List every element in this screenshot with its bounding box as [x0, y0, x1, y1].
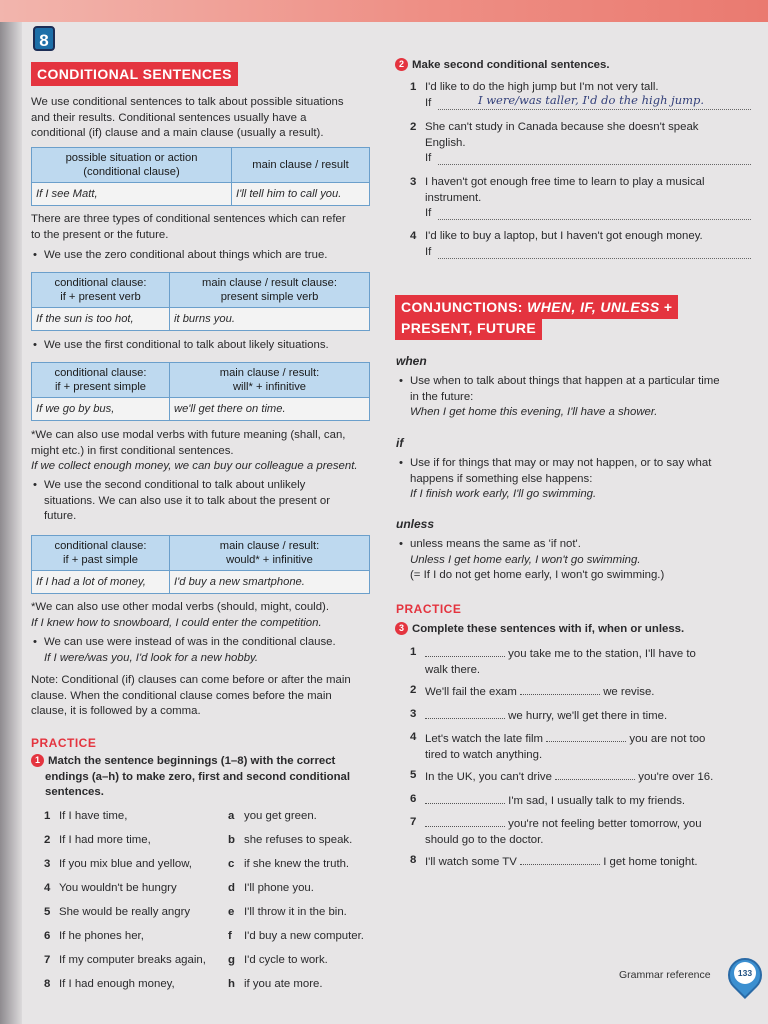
instr-line: sentences. — [45, 786, 104, 798]
instr-line: Complete these sentences with if, when or unless. — [412, 623, 685, 635]
list-item — [410, 815, 745, 848]
item-text: you are not too — [626, 733, 706, 745]
bullet-zero-conditional: • We use the zero conditional about things which are true. — [44, 248, 327, 264]
page-number: 133 — [734, 962, 756, 984]
practice-label-right: PRACTICE — [396, 602, 462, 616]
answer-blank — [438, 92, 751, 110]
item-ending: if she knew the truth. — [244, 858, 350, 870]
item-line: instrument. — [425, 191, 482, 204]
answer-blank — [520, 853, 600, 865]
item-ending: you get green. — [244, 810, 317, 822]
if-prefix: If — [425, 96, 432, 109]
item-line: She can't study in Canada because she doesn't speak — [425, 121, 699, 133]
instr-line: endings (a–h) to make zero, first and second conditional — [45, 770, 351, 783]
table-cell: If I see Matt, — [32, 183, 232, 206]
item-number: 1 — [410, 81, 417, 93]
item-ending: if you ate more. — [244, 978, 323, 990]
item-number: 1 — [44, 810, 51, 822]
list-item — [44, 929, 374, 945]
list-item — [44, 809, 374, 825]
item-ending: I'll throw it in the bin. — [244, 906, 347, 918]
item-ending: I'd buy a new computer. — [244, 930, 364, 942]
bullet-line: • unless means the same as 'if not'. — [410, 538, 581, 550]
note-example: If I knew how to snowboard, I could enter the competition. — [31, 616, 322, 629]
exercise-2-instructions — [395, 58, 745, 74]
item-beginning: You wouldn't be hungry — [59, 882, 177, 894]
answer-blank — [425, 815, 505, 827]
item-beginning: She would be really angry — [59, 906, 191, 918]
answer-blank — [425, 792, 505, 804]
bullet-line: • Use if for things that may or may not happen, or to say what — [410, 457, 712, 469]
list-item — [410, 768, 745, 786]
item-number: 4 — [410, 230, 417, 242]
item-line: should go to the doctor. — [425, 833, 544, 846]
list-item — [44, 857, 374, 873]
item-line — [410, 645, 745, 663]
item-text: We'll fail the exam — [425, 686, 521, 698]
subhead-unless: unless — [396, 517, 435, 531]
item-letter: d — [228, 882, 235, 894]
handwritten-answer: I were/was taller, I'd do the high jump. — [478, 92, 705, 107]
heading-part: CONJUNCTIONS: — [401, 299, 528, 315]
if-line — [425, 206, 740, 222]
bullet-example: If I were/was you, I'd look for a new hobby. — [44, 651, 259, 664]
item-number: 2 — [410, 684, 417, 696]
table-zero-conditional — [31, 272, 370, 331]
bullet-line: in the future: — [410, 390, 474, 403]
item-letter: f — [228, 930, 232, 942]
item-text: you're not feeling better tomorrow, you — [505, 818, 702, 830]
bullet-example: When I get home this evening, I'll have a shower. — [410, 406, 658, 418]
item-number: 3 — [410, 708, 417, 720]
item-text: In the UK, you can't drive — [425, 771, 556, 783]
bullet-were-was — [44, 635, 374, 666]
item-text: we hurry, we'll get there in time. — [505, 710, 668, 722]
table-header: conditional clause: if + present verb — [32, 273, 170, 308]
table-cell: it burns you. — [170, 308, 370, 331]
list-item — [44, 953, 374, 969]
heading-part: + — [659, 299, 673, 315]
item-line: walk there. — [425, 663, 481, 676]
note-line: might etc.) in first conditional sentences. — [31, 444, 234, 457]
modal-note — [31, 428, 371, 475]
item-letter: h — [228, 978, 235, 990]
if-line — [425, 245, 740, 261]
exercise-number-badge: 1 — [31, 754, 44, 767]
list-item — [44, 833, 374, 849]
note-example: If we collect enough money, we can buy our colleague a present. — [31, 460, 358, 472]
page-gutter-shadow — [0, 22, 22, 1024]
item-number: 8 — [410, 854, 417, 866]
practice-label-left: PRACTICE — [31, 736, 97, 750]
three-types-paragraph — [31, 212, 371, 243]
table-cell: I'll tell him to call you. — [232, 183, 370, 206]
list-item — [410, 683, 745, 701]
bullet-unless — [410, 537, 750, 584]
table-header: conditional clause: if + past simple — [32, 536, 170, 571]
instr-line: Make second conditional sentences. — [412, 59, 610, 71]
item-number: 2 — [44, 834, 51, 846]
table-cell: If we go by bus, — [32, 398, 170, 421]
item-beginning: If my computer breaks again, — [59, 954, 206, 966]
if-line — [425, 92, 740, 112]
bullet-example: If I finish work early, I'll go swimming. — [410, 488, 597, 500]
item-letter: g — [228, 954, 235, 966]
table-header: main clause / result: would* + infinitive — [170, 536, 370, 571]
note-line: *We can also use other modal verbs (should, might, could). — [31, 601, 329, 613]
item-beginning: If I had enough money, — [59, 978, 175, 990]
item-number: 7 — [410, 816, 417, 828]
item-number: 8 — [44, 978, 51, 990]
note-line: Note: Conditional (if) clauses can come before or after the main — [31, 674, 351, 686]
bullet-example: Unless I get home early, I won't go swimming. — [410, 553, 641, 566]
table-cell: If the sun is too hot, — [32, 308, 170, 331]
paragraph-line: There are three types of conditional sentences which can refer — [31, 213, 346, 225]
bullet-line: • We can use were instead of was in the conditional clause. — [44, 636, 336, 648]
list-item — [410, 80, 740, 112]
bullet-line: • Use when to talk about things that happen at a particular time — [410, 375, 720, 387]
exercise-number-badge: 2 — [395, 58, 408, 71]
item-text: we revise. — [600, 686, 655, 698]
if-line — [425, 151, 740, 167]
item-text: I'll watch some TV — [425, 856, 521, 868]
if-prefix: If — [425, 245, 432, 258]
table-first-conditional — [31, 362, 370, 421]
section-heading-conjunctions-line2: PRESENT, FUTURE — [395, 316, 542, 340]
table-header-condition: possible situation or action (conditional clause) — [32, 148, 232, 183]
item-number: 3 — [44, 858, 51, 870]
item-beginning: If you mix blue and yellow, — [59, 858, 192, 870]
intro-line-3: conditional (if) clause and a main clause (usually a result). — [31, 127, 324, 139]
item-ending: she refuses to speak. — [244, 834, 353, 846]
answer-blank — [425, 645, 505, 657]
item-text: I get home tonight. — [600, 856, 698, 868]
list-item — [410, 229, 740, 261]
item-letter: c — [228, 858, 235, 870]
table-header: main clause / result: will* + infinitive — [170, 363, 370, 398]
subhead-when: when — [396, 354, 427, 368]
item-ending: I'd cycle to work. — [244, 954, 328, 966]
list-item — [44, 881, 374, 897]
top-color-band — [0, 0, 768, 22]
item-number: 6 — [410, 793, 417, 805]
item-number: 6 — [44, 930, 51, 942]
bullet-line: happens if something else happens: — [410, 472, 593, 485]
note-line: clause. When the conditional clause comes before the main — [31, 689, 332, 702]
instr-line: Match the sentence beginnings (1–8) with the correct — [48, 755, 336, 767]
item-number: 7 — [44, 954, 51, 966]
item-text: Let's watch the late film — [425, 733, 547, 745]
item-text — [410, 229, 740, 261]
exercise-number-badge: 3 — [395, 622, 408, 635]
item-number: 1 — [410, 646, 417, 658]
item-beginning: If he phones her, — [59, 930, 144, 942]
item-text: I'm sad, I usually talk to my friends. — [505, 795, 686, 807]
answer-blank — [425, 707, 505, 719]
item-line — [410, 853, 745, 871]
table-cell: If I had a lot of money, — [32, 571, 170, 594]
table-second-conditional — [31, 535, 370, 594]
item-text: you take me to the station, I'll have to — [505, 648, 696, 660]
bullet-when — [410, 374, 750, 421]
bullet-first-conditional: • We use the first conditional to talk about likely situations. — [44, 338, 329, 354]
bullet-line: future. — [44, 510, 77, 522]
list-item — [410, 730, 745, 763]
item-line — [410, 683, 745, 701]
bullet-line: • We use the second conditional to talk about unlikely — [44, 479, 306, 491]
list-item — [410, 120, 740, 167]
table-header-result: main clause / result — [232, 148, 370, 183]
list-item — [410, 792, 745, 810]
section-heading-conditional-sentences: CONDITIONAL SENTENCES — [31, 62, 238, 86]
item-text — [410, 175, 740, 222]
table-cell: I'd buy a new smartphone. — [170, 571, 370, 594]
answer-blank — [438, 206, 751, 220]
heading-part-italic: WHEN, IF, UNLESS — [527, 299, 660, 315]
unit-number-badge: 8 — [33, 26, 55, 51]
list-item — [44, 905, 374, 921]
item-line — [410, 707, 745, 725]
answer-blank — [555, 768, 635, 780]
item-line: tired to watch anything. — [425, 748, 543, 761]
intro-line-2: and their results. Conditional sentences usually have a — [31, 111, 307, 124]
list-item — [410, 645, 745, 678]
intro-line-1: We use conditional sentences to talk about possible situations — [31, 96, 344, 108]
bullet-if — [410, 456, 750, 503]
item-line: I haven't got enough free time to learn to play a musical — [425, 176, 705, 188]
modal-note-2 — [31, 600, 376, 631]
subhead-if: if — [396, 436, 404, 450]
item-number: 5 — [44, 906, 51, 918]
item-letter: e — [228, 906, 235, 918]
item-beginning: If I have time, — [59, 810, 128, 822]
exercise-3-instructions — [395, 622, 745, 638]
list-item — [410, 175, 740, 222]
item-line — [410, 792, 745, 810]
table-cell: we'll get there on time. — [170, 398, 370, 421]
answer-blank — [520, 683, 600, 695]
item-letter: b — [228, 834, 235, 846]
intro-paragraph — [31, 95, 371, 142]
item-letter: a — [228, 810, 235, 822]
list-item — [410, 707, 745, 725]
item-line: I'd like to do the high jump but I'm not very tall. — [425, 81, 659, 93]
bullet-second-conditional — [44, 478, 364, 525]
answer-blank — [546, 730, 626, 742]
note-line: clause, it is followed by a comma. — [31, 705, 201, 717]
answer-blank — [438, 151, 751, 165]
note-paragraph — [31, 673, 376, 720]
if-prefix: If — [425, 207, 432, 219]
bullet-line: situations. We can also use it to talk about the present or — [44, 494, 330, 507]
item-line — [410, 768, 745, 786]
item-beginning: If I had more time, — [59, 834, 151, 846]
paragraph-line: to the present or the future. — [31, 228, 169, 241]
item-number: 5 — [410, 769, 417, 781]
list-item — [410, 853, 745, 871]
item-number: 2 — [410, 121, 417, 133]
footer-grammar-reference: Grammar reference — [619, 969, 711, 981]
item-number: 4 — [44, 882, 51, 894]
item-line — [410, 815, 745, 833]
bullet-line: (= If I do not get home early, I won't go swimming.) — [410, 569, 665, 581]
table-header: main clause / result clause: present simple verb — [170, 273, 370, 308]
item-text — [410, 120, 740, 167]
table-conditional-overview — [31, 147, 370, 206]
table-header: conditional clause: if + present simple — [32, 363, 170, 398]
item-ending: I'll phone you. — [244, 882, 314, 894]
item-text: you're over 16. — [635, 771, 714, 783]
item-number: 3 — [410, 176, 417, 188]
item-line — [410, 730, 745, 748]
item-text — [410, 80, 740, 112]
if-prefix: If — [425, 152, 432, 164]
item-number: 4 — [410, 731, 417, 743]
list-item — [44, 977, 374, 993]
exercise-1-instructions — [31, 754, 376, 801]
item-line: English. — [425, 136, 466, 149]
item-line: I'd like to buy a laptop, but I haven't got enough money. — [425, 230, 703, 242]
answer-blank — [438, 245, 751, 259]
note-line: *We can also use modal verbs with future meaning (shall, can, — [31, 429, 346, 441]
